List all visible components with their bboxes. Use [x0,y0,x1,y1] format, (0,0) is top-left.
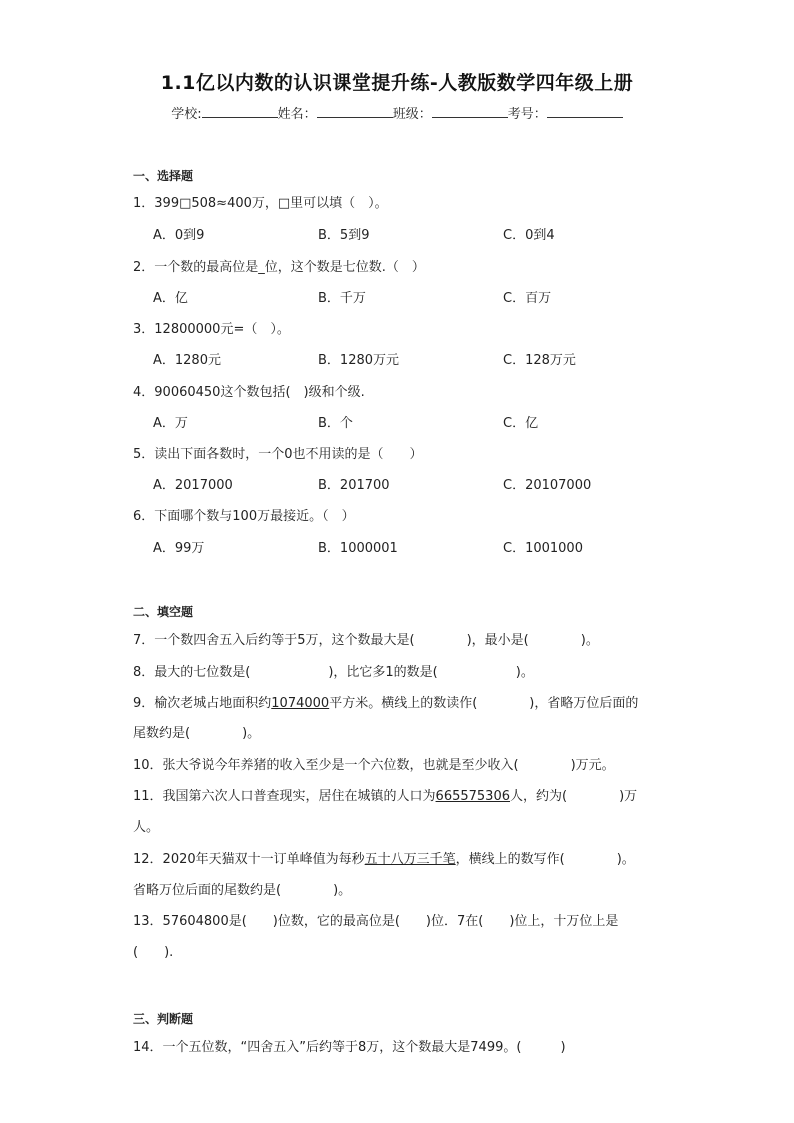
question-2-stem: 2．一个数的最高位是_位，这个数是七位数.（ ） [133,260,425,275]
q4-option-b[interactable]: B．个 [318,416,353,431]
q1-option-a[interactable]: A．0到9 [153,228,205,243]
q5-option-b[interactable]: B．201700 [318,478,390,493]
question-10: 10．张大爷说今年养猪的收入至少是一个六位数，也就是至少收入( )万元。 [133,758,615,773]
q12-underlined-text: 五十八万三千笔 [364,852,456,867]
question-14: 14．一个五位数，“四舍五入”后约等于8万，这个数最大是7499。( ) [133,1040,566,1055]
q12-text-a: 12．2020年天猫双十一订单峰值为每秒 [133,852,365,867]
question-9-line-2: 尾数约是( )。 [133,726,261,741]
q11-underlined-number: 665575306 [435,789,510,804]
question-8: 8．最大的七位数是( )，比它多1的数是( )。 [133,665,534,680]
question-11-line-1 [133,785,637,804]
question-12-line-2: 省略万位后面的尾数约是( )。 [133,883,352,898]
q3-option-a[interactable]: A．1280元 [153,353,221,368]
q4-option-a[interactable]: A．万 [153,416,188,431]
school-label: 学校: [171,107,202,122]
question-6-stem: 6．下面哪个数与100万最接近。（ ） [133,509,355,524]
q3-option-b[interactable]: B．1280万元 [318,353,400,368]
q2-option-c[interactable]: C．百万 [503,291,552,306]
exam-no-blank[interactable] [547,103,623,118]
student-info-row [0,103,794,122]
q12-text-b: ，横线上的数写作( )。 [455,852,635,867]
q6-option-a[interactable]: A．99万 [153,541,205,556]
question-3-stem: 3．12800000元=（ ）。 [133,322,290,337]
class-blank[interactable] [432,103,508,118]
question-13-line-1: 13．57604800是( )位数，它的最高位是( )位．7在( )位上，十万位上是 [133,914,619,929]
name-blank[interactable] [317,103,393,118]
q4-option-c[interactable]: C．亿 [503,416,539,431]
school-blank[interactable] [202,103,278,118]
q5-option-a[interactable]: A．2017000 [153,478,233,493]
q11-text-a: 11．我国第六次人口普查现实，居住在城镇的人口为 [133,789,436,804]
question-12-line-1 [133,848,635,867]
question-11-line-2: 人。 [133,820,160,835]
question-7: 7．一个数四舍五入后约等于5万，这个数最大是( )，最小是( )。 [133,633,599,648]
question-5-stem: 5．读出下面各数时，一个0也不用读的是（ ） [133,447,423,462]
q2-option-a[interactable]: A．亿 [153,291,188,306]
q2-option-b[interactable]: B．千万 [318,291,366,306]
q9-underlined-number: 1074000 [271,696,330,711]
exam-no-label: 考号： [507,107,547,122]
q3-option-c[interactable]: C．128万元 [503,353,576,368]
section-heading-fill: 二、填空题 [133,605,194,619]
question-1-stem: 1．399□508≈400万，□里可以填（ ）。 [133,196,388,211]
question-13-line-2: ( ). [133,945,174,960]
class-label: 班级： [392,107,432,122]
q9-text-b: 平方米。横线上的数读作( )，省略万位后面的 [329,696,639,711]
name-label: 姓名： [277,107,317,122]
q9-text-a: 9．榆次老城占地面积约 [133,696,272,711]
q1-option-c[interactable]: C．0到4 [503,228,555,243]
q6-option-c[interactable]: C．1001000 [503,541,583,556]
question-4-stem: 4．90060450这个数包括( )级和个级. [133,385,365,400]
page-title: 1.1亿以内数的认识课堂提升练-人教版数学四年级上册 [160,72,634,94]
q5-option-c[interactable]: C．20107000 [503,478,592,493]
section-heading-choice: 一、选择题 [133,169,194,183]
q6-option-b[interactable]: B．1000001 [318,541,398,556]
section-heading-judge: 三、判断题 [133,1012,194,1026]
question-9-line-1 [133,692,638,711]
q11-text-b: 人，约为( )万 [510,789,638,804]
q1-option-b[interactable]: B．5到9 [318,228,370,243]
